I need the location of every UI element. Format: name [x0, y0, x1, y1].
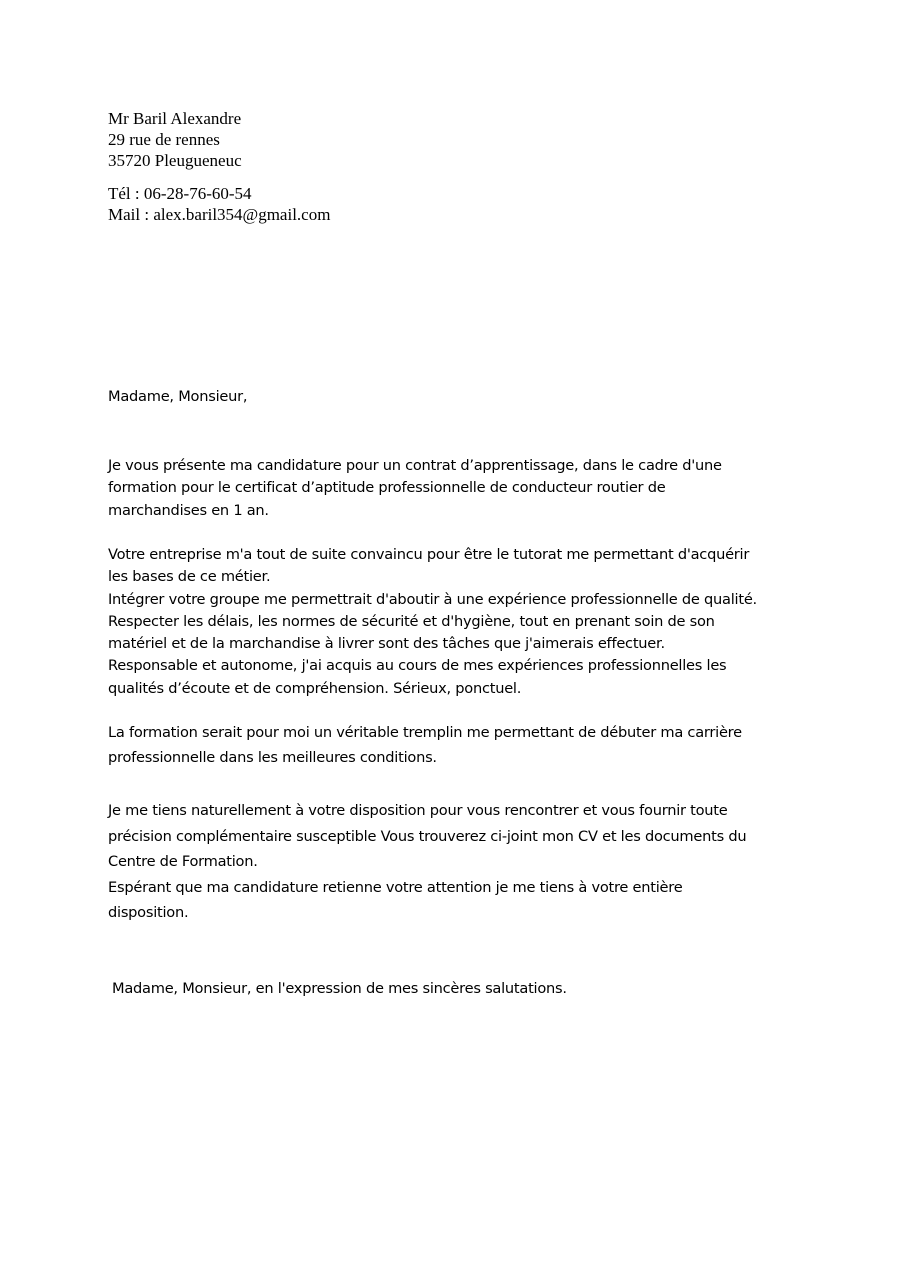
paragraph-line: précision complémentaire susceptible Vous trouverez ci-joint mon CV et les documents du — [108, 827, 747, 845]
paragraph-line: qualités d’écoute et de compréhension. Sérieux, ponctuel. — [108, 679, 522, 697]
paragraph-line: marchandises en 1 an. — [108, 501, 269, 519]
paragraph-4 — [108, 798, 828, 926]
paragraph-2 — [108, 544, 828, 700]
paragraph-line: Je me tiens naturellement à votre disposition pour vous rencontrer et vous fournir toute — [108, 802, 728, 819]
paragraph-line: disposition. — [108, 904, 189, 921]
sender-block — [108, 108, 330, 225]
paragraph-line: Centre de Formation. — [108, 853, 258, 870]
paragraph-line: professionnelle dans les meilleures conditions. — [108, 748, 437, 766]
paragraph-line: Respecter les délais, les normes de sécurité et d'hygiène, tout en prenant soin de son — [108, 612, 715, 630]
salutation: Madame, Monsieur, — [108, 388, 248, 405]
sender-phone: Tél : 06-28-76-60-54 — [108, 184, 252, 203]
paragraph-3 — [108, 721, 828, 770]
paragraph-line: Je vous présente ma candidature pour un contrat d’apprentissage, dans le cadre d'une — [108, 457, 722, 474]
paragraph-line: matériel et de la marchandise à livrer sont des tâches que j'aimerais effectuer. — [108, 635, 665, 653]
paragraph-line: Responsable et autonome, j'ai acquis au cours de mes expériences professionnelles les — [108, 657, 727, 675]
sender-name: Mr Baril Alexandre — [108, 109, 242, 128]
closing: Madame, Monsieur, en l'expression de mes sincères salutations. — [112, 980, 567, 997]
sender-city: 35720 Pleugueneuc — [108, 151, 242, 170]
sender-street: 29 rue de rennes — [108, 130, 220, 149]
paragraph-line: Intégrer votre groupe me permettrait d'aboutir à une expérience professionnelle de qualité. — [108, 590, 757, 608]
paragraph-line: Votre entreprise m'a tout de suite convaincu pour être le tutorat me permettant d'acquérir — [108, 546, 750, 563]
paragraph-line: La formation serait pour moi un véritable tremplin me permettant de débuter ma carrière — [108, 724, 742, 741]
sender-gap — [108, 171, 330, 183]
paragraph-1 — [108, 455, 828, 522]
paragraph-line: Espérant que ma candidature retienne votre attention je me tiens à votre entière — [108, 878, 683, 896]
sender-email: Mail : alex.baril354@gmail.com — [108, 205, 331, 224]
paragraph-line: formation pour le certificat d’aptitude professionnelle de conducteur routier de — [108, 479, 666, 497]
paragraph-line: les bases de ce métier. — [108, 568, 271, 586]
